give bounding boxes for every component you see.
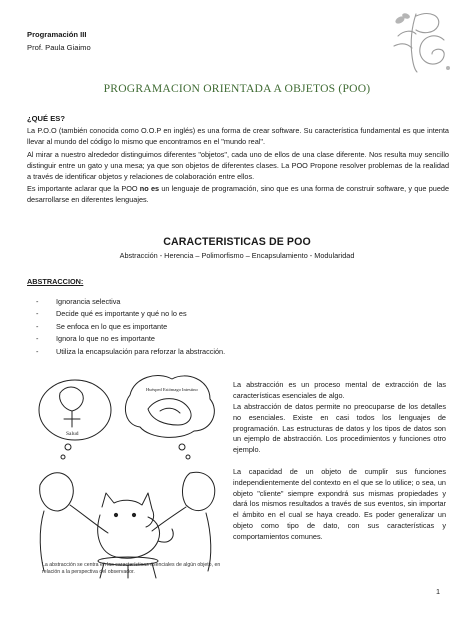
figure-caption: La abstracción se centra en las características esenciales de algún objeto, en relación a la perspectiva del observador.	[42, 562, 221, 575]
list-item	[36, 308, 225, 320]
bullet-dash: -	[36, 334, 39, 344]
intro-paragraph-1: La P.O.O (también conocida como O.O.P en inglés) es una forma de crear software. Su característica fundamental es que intenta llevar al mundo del código lo mismo que encontramos en el "mundo real".	[27, 126, 449, 146]
characteristics-heading: CARACTERISTICAS DE POO	[163, 236, 311, 248]
bullet-text: Utiliza la encapsulación para reforzar la abstracción.	[56, 346, 226, 356]
pg-monogram-logo	[386, 6, 458, 78]
intro-paragraph-2: Al mirar a nuestro alrededor distinguimos diferentes "objetos", cada uno de ellos de una clase diferente. Nos resulta muy sencillo distinguir entre un gato y una mesa; ya que son objetos de diferentes clases. La POO Propone resolver problemas de la realidad a través de identificar objetos y relaciones de colaboración entre ellos.	[27, 150, 449, 181]
abstraction-heading-text: ABSTRACCION	[27, 277, 81, 286]
bullet-text: Decide qué es importante y qué no lo es	[56, 309, 187, 319]
abstraction-paragraph-3: La capacidad de un objeto de cumplir sus funciones independientemente del contexto en el que se lo utilice; o sea, un objeto "cliente" siempre expondrá sus mismas propiedades y dará los mismos resultados a través de sus eventos, sin importar el ámbito en el cual se haya creado. Es poder generalizar un objeto como tipo de dato, con sus características y comportamientos comunes.	[233, 467, 446, 541]
bullet-text: Se enfoca en lo que es importante	[56, 321, 168, 331]
right-bubble-label: Huésped Estómago Intestino	[146, 387, 198, 392]
bullet-dash: -	[36, 346, 39, 356]
bullet-text: Ignora lo que no es importante	[56, 334, 155, 344]
p3-text-start: Es importante aclarar que la POO	[27, 184, 140, 193]
section-heading-que-es: ¿QUÉ ES?	[27, 114, 65, 123]
abstraction-heading	[27, 277, 83, 286]
abstraction-paragraph-2: La abstracción de datos permite no preocuparse de los detalles no esenciales. Existe en casi todos los lenguajes de programación. Las estructuras de datos y los tipos de datos son un ejemplo de abstracción. Los procedimientos y funciones otro ejemplo.	[233, 402, 446, 455]
document-title: PROGRAMACION ORIENTADA A OBJETOS (POO)	[103, 82, 371, 95]
abstraction-cat-illustration	[30, 365, 225, 580]
list-item	[36, 321, 225, 333]
header-course: Programación III	[27, 30, 87, 39]
left-bubble-label: Salud	[66, 431, 79, 437]
p3-text-end: un lenguaje de programación, sino que es una forma de construir software, y que puede desarrollarse en diferentes lenguajes.	[27, 184, 450, 204]
characteristics-list: Abstracción - Herencia – Polimorfismo – Encapsulamiento - Modularidad	[119, 251, 355, 260]
bullet-dash: -	[36, 321, 39, 331]
p3-emphasis: no es	[139, 184, 160, 193]
list-item	[36, 346, 225, 358]
header-professor: Prof. Paula Giaimo	[27, 43, 91, 52]
intro-paragraph-3	[27, 184, 449, 206]
list-item	[36, 333, 225, 345]
bullet-dash: -	[36, 297, 39, 306]
bullet-dash: -	[36, 309, 39, 319]
abstraction-heading-colon: :	[80, 277, 84, 286]
bullet-text: Ignorancia selectiva	[56, 297, 121, 306]
abstraction-paragraph-1: La abstracción es un proceso mental de extracción de las características esenciales de algo.	[233, 380, 446, 400]
page-number: 1	[436, 587, 441, 596]
list-item	[36, 296, 225, 308]
abstraction-bullet-list	[36, 296, 225, 358]
